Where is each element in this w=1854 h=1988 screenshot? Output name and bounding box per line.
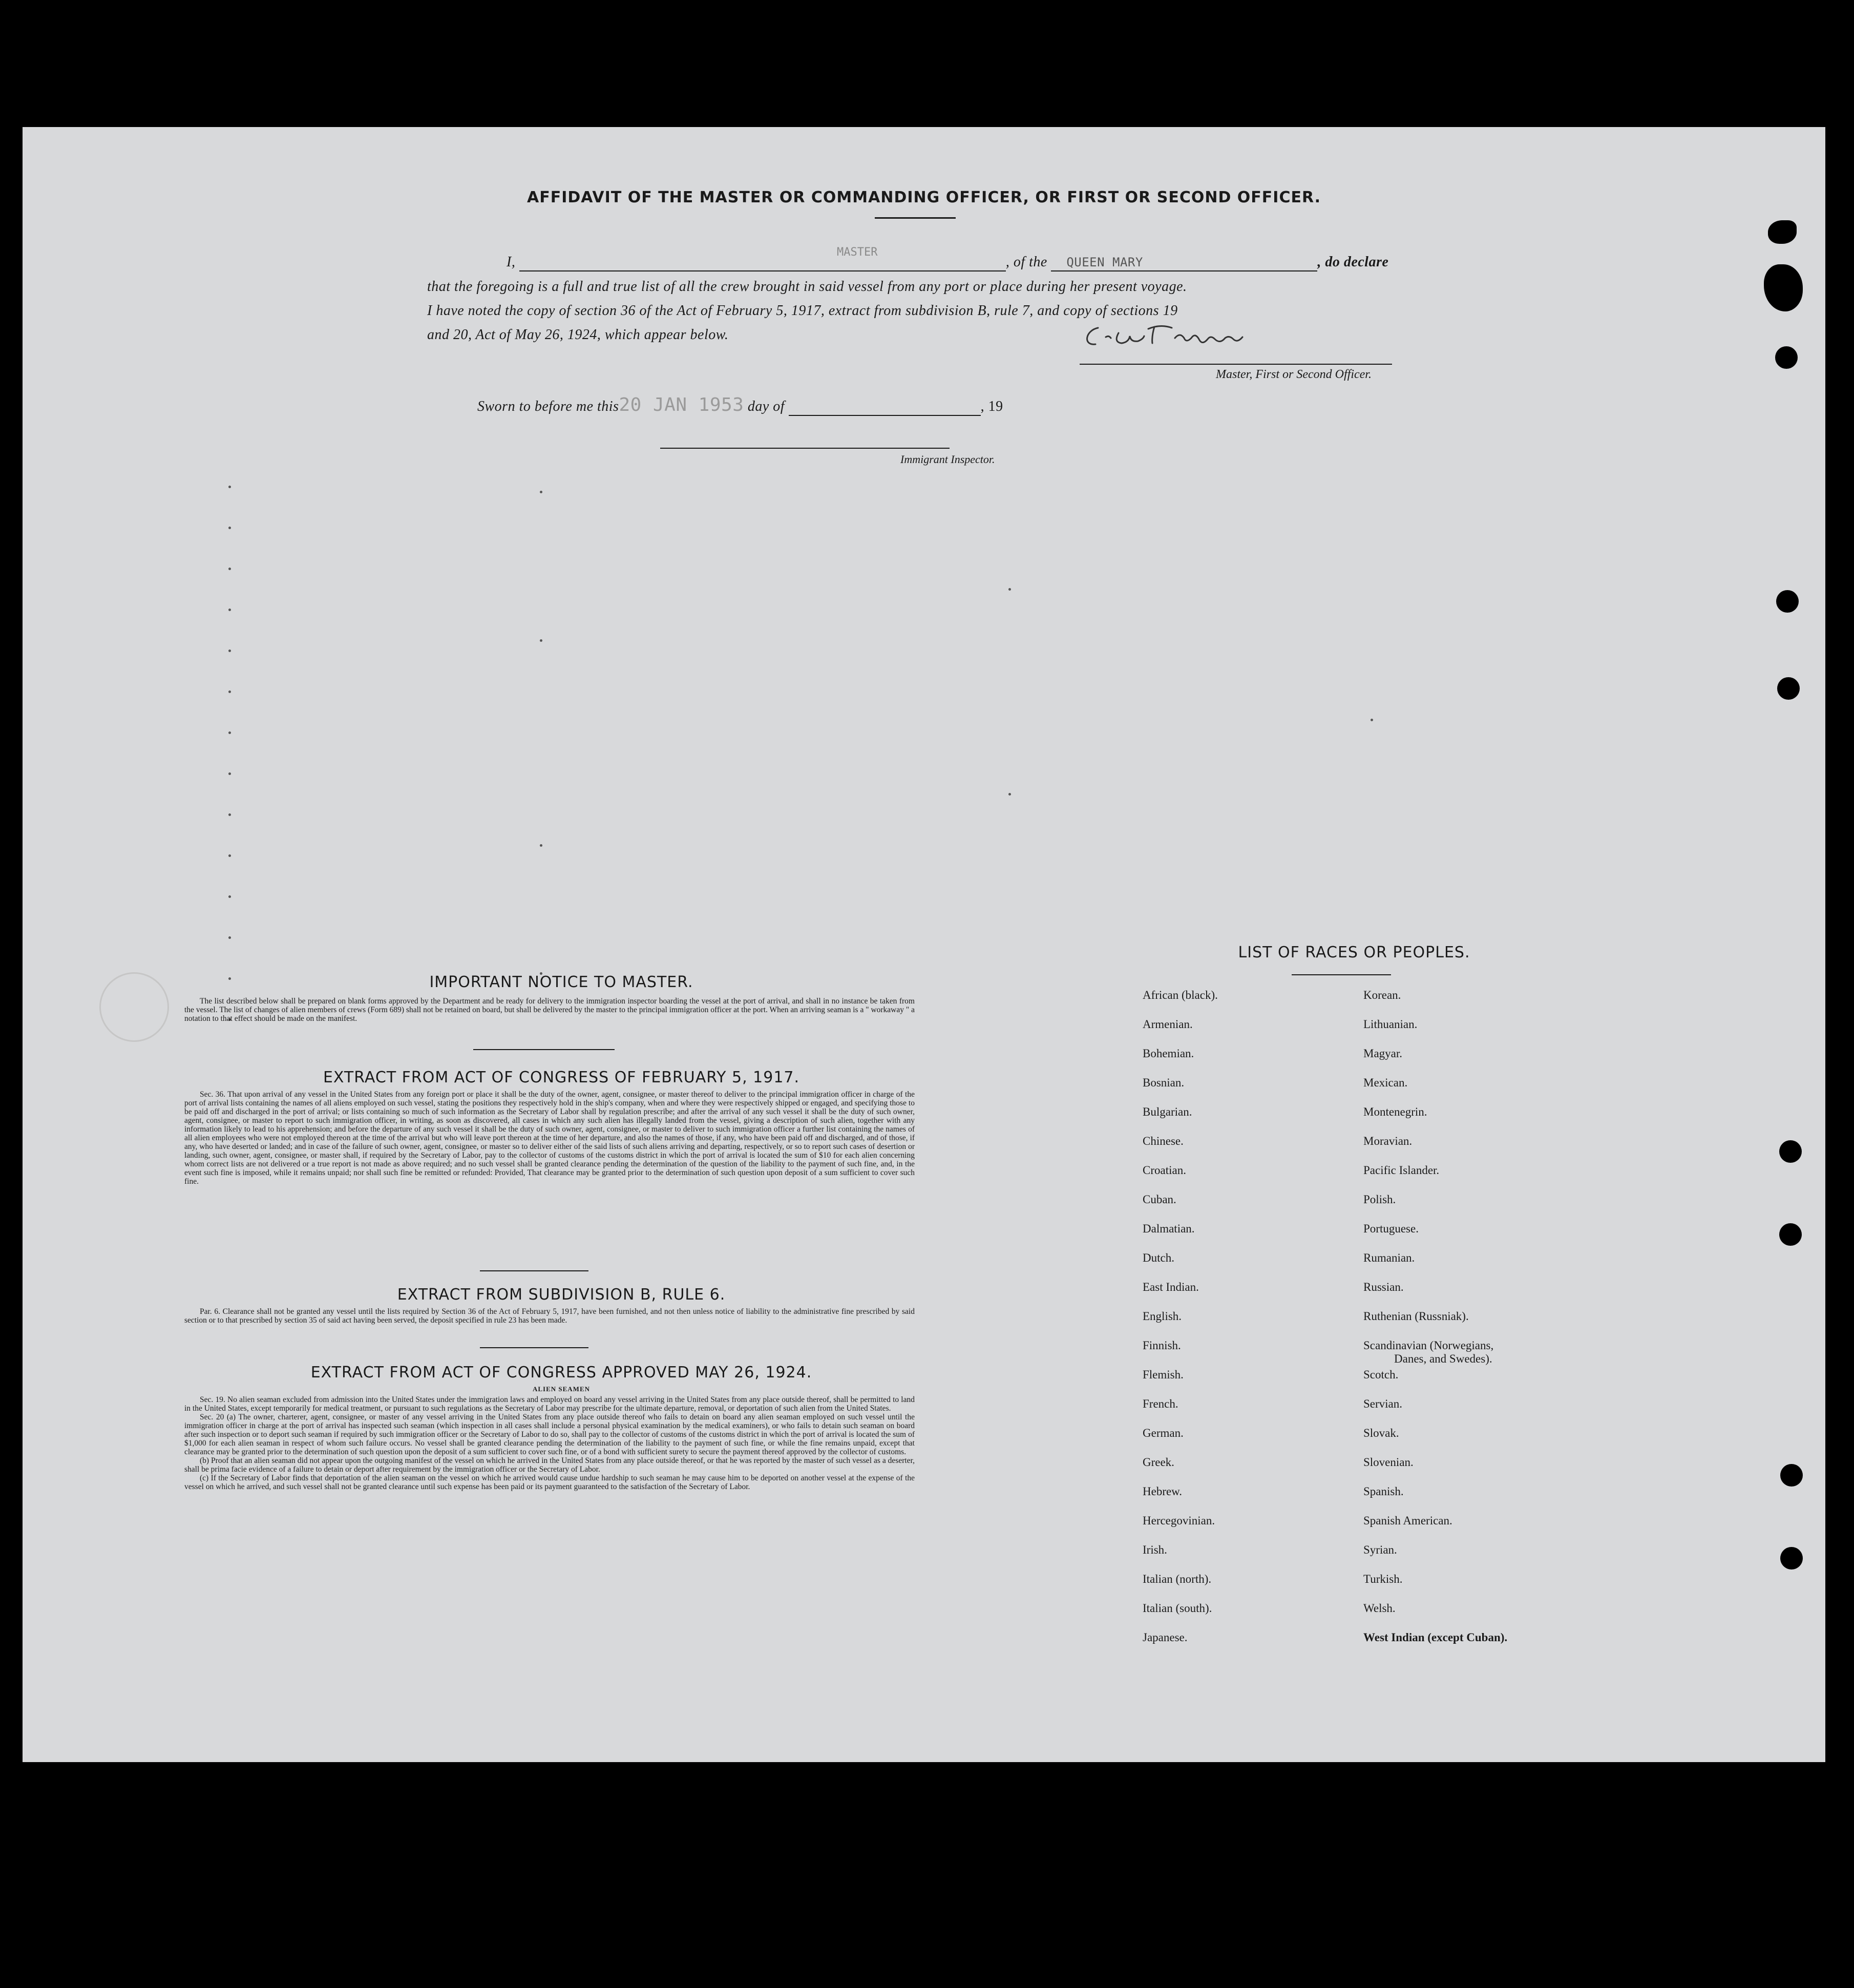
rule6-rule — [480, 1347, 588, 1348]
form-page — [23, 127, 1825, 1762]
affidavit-title: AFFIDAVIT OF THE MASTER OR COMMANDING OFFICER, OR FIRST OR SECOND OFFICER. — [526, 189, 1321, 206]
race-item: English. — [1143, 1310, 1182, 1323]
race-item: Hebrew. — [1143, 1485, 1183, 1498]
ledger-dot — [228, 854, 231, 857]
race-item: Servian. — [1363, 1397, 1403, 1410]
of-the-label: , of the — [1005, 254, 1047, 270]
day-of-label: day of — [747, 399, 785, 414]
month-field — [789, 399, 981, 416]
ledger-dot — [228, 650, 231, 652]
ledger-dot — [540, 491, 542, 493]
race-item: Bulgarian. — [1143, 1105, 1192, 1118]
races-left-column — [1143, 989, 1347, 1808]
rule6-body: Par. 6. Clearance shall not be granted any vessel until the lists required by Section 36 of the Act of February 5, 1917, have been furnished, and not then unless notice of liability to the administrative fine prescribed by said section or to that prescribed by section 35 of said act having been served, the deposit specified in rule 23 has been made. — [184, 1307, 915, 1325]
race-item: French. — [1143, 1397, 1178, 1410]
ledger-dot — [228, 690, 231, 693]
signature-line — [1080, 364, 1392, 365]
race-item: Hercegovinian. — [1143, 1514, 1215, 1527]
race-item: Welsh. — [1363, 1602, 1396, 1615]
race-item: Italian (north). — [1143, 1573, 1212, 1585]
notice-body: The list described below shall be prepared on blank forms approved by the Department and be ready for delivery to the immigration inspector boarding the vessel at the port of arrival, and shall in no instance be taken from the vessel. The list of changes of alien members of crews (Form 689) shall not be retained on board, but shall be delivered by the master to the principal immigration officer at the port. When an arriving seaman is a " workaway " a notation to that effect should be made on the manifest. — [184, 997, 915, 1023]
ledger-dot — [228, 772, 231, 775]
race-item: Spanish. — [1363, 1485, 1404, 1498]
race-item: Moravian. — [1363, 1135, 1413, 1147]
ledger-dot — [1008, 793, 1011, 796]
punch-hole — [1779, 1140, 1802, 1163]
race-item: Polish. — [1363, 1193, 1396, 1206]
year-prefix: , 19 — [980, 399, 1003, 414]
race-item: Syrian. — [1363, 1543, 1397, 1556]
punch-hole — [1777, 677, 1800, 700]
sec-20c-paragraph: (c) If the Secretary of Labor finds that deportation of the alien seaman on the vessel on which he arrived would cause undue hardship to such seaman he may cause him to be deported on another vessel at the expense of the vessel on which he arrived, and such vessel shall not be granted clearance until such expense has been paid or its payment guaranteed to the satisfaction of the Secretary of Labor. — [184, 1474, 915, 1491]
race-item: Korean. — [1363, 989, 1401, 1001]
extract-1924-body — [184, 1395, 915, 1491]
vessel-value: QUEEN MARY — [1066, 255, 1143, 269]
extract-1917-rule — [480, 1270, 588, 1271]
extract-1917-body: Sec. 36. That upon arrival of any vessel in the United States from any foreign port or place it shall be the duty of the owner, agent, consignee, or master thereof to deliver to the principal immigration officer in charge of the port of arrival lists containing the names of all aliens employed on such vessel, stating the positions they respectively hold in the ship's company, when and where they were respectively shipped or engaged, and specifying those to be paid off and discharged in the port of arrival; or lists containing so much of such information as the Secretary of Labor shall by regulation prescribe; and after the arrival of any such vessel it shall be the duty of such owner, agent, consignee, or master to report to such immigration officer, in writing, as soon as discovered, all cases in which any such alien has illegally landed from the vessel, giving a description of such alien, together with any information likely to lead to his apprehension; and before the departure of any such vessel it shall be the duty of such owner, agent, consignee, or master to deliver to such immigration officer a further list containing the names of all alien employees who were not employed thereon at the time of the arrival but who will leave port thereon at the time of her departure, and also the names of those, if any, who have been paid off and discharged, and of those, if any, who have deserted or landed; and in case of the failure of such owner, agent, consignee, or master so to deliver either of the said lists of such aliens arriving and departing, respectively, or so to report such cases of desertion or landing, such owner, agent, consignee, or master shall, if required by the Secretary of Labor, pay to the collector of customs of the customs district in which the port of arrival is located the sum of $10 for each alien concerning whom correct lists are not delivered or a true report is not made as above required; and no such vessel shall be granted clearance pending the determination of the question of the liability to the payment of such fine, and, in the event such fine is imposed, while it remains unpaid; nor shall such fine be remitted or refunded: Provided, That clearance may be granted prior to the determination of such question upon deposit of a sum sufficient to cover such fine. — [184, 1090, 915, 1186]
extract-1924-title: EXTRACT FROM ACT OF CONGRESS APPROVED MAY 26, 1924. — [310, 1364, 812, 1382]
race-item: African (black). — [1143, 989, 1218, 1001]
signature-caption: Master, First or Second Officer. — [1216, 368, 1372, 381]
race-item: Croatian. — [1143, 1164, 1186, 1177]
sec-19-paragraph: Sec. 19. No alien seaman excluded from admission into the United States under the immigration laws and employed on board any vessel arriving in the United States from any place outside thereof, shall be permitted to land in the United States, except temporarily for medical treatment, or pursuant to such regulations as the Secretary of Labor may prescribe for the ultimate departure, removal, or deportation of such alien from the United States. — [184, 1395, 915, 1413]
sworn-label: Sworn to before me this — [477, 399, 619, 414]
punch-hole — [1780, 1464, 1803, 1487]
ledger-dot — [228, 731, 231, 734]
race-item: Montenegrin. — [1363, 1105, 1427, 1118]
declaration-line-1 — [507, 254, 1454, 271]
ledger-dot — [228, 813, 231, 816]
do-declare-label: , do declare — [1317, 254, 1389, 270]
inspector-caption: Immigrant Inspector. — [900, 453, 995, 466]
race-item: Greek. — [1143, 1456, 1174, 1469]
ledger-dot — [1008, 588, 1011, 591]
race-item: Pacific Islander. — [1363, 1164, 1440, 1177]
ledger-dot — [228, 609, 231, 611]
sec-20a-paragraph: Sec. 20 (a) The owner, charterer, agent, consignee, or master of any vessel arriving in the United States from any place outside thereof who fails to detain on board any alien seaman employed on such vessel until the immigration officer in charge at the port of arrival has inspected such seaman (which inspection in all cases shall include a personal physical examination by the medical examiners), or who fails to detain such seaman on board after such inspection or to deport such seaman if required by such immigration officer or the Secretary of Labor to do so, shall pay to the collector of customs of the customs district in which the port of arrival is located the sum of $1,000 for each alien seaman in respect of whom such failure occurs. No vessel shall be granted clearance pending the determination of the liability to the payment of such fine, or while the fine remains unpaid, except that clearance may be granted prior to the determination of such question upon the deposit of a sum sufficient to cover such fine, or of a bond with sufficient surety to secure the payment thereof approved by the collector of customs. — [184, 1413, 915, 1456]
notice-rule — [473, 1049, 615, 1050]
race-item: Turkish. — [1363, 1573, 1403, 1585]
declaration-line-2: that the foregoing is a full and true list of all the crew brought in said vessel from any port or place during her present voyage. — [427, 279, 1187, 295]
sworn-line — [477, 394, 1003, 416]
torn-corner — [1768, 220, 1797, 244]
punch-hole — [1775, 346, 1798, 369]
race-item: Japanese. — [1143, 1631, 1188, 1644]
race-item: Scotch. — [1363, 1368, 1399, 1381]
race-item: East Indian. — [1143, 1281, 1199, 1293]
declaration-line-4: and 20, Act of May 26, 1924, which appear below. — [427, 327, 729, 343]
race-item: Danes, and Swedes). — [1394, 1352, 1492, 1365]
ledger-dot — [540, 639, 542, 642]
race-item: Slovenian. — [1363, 1456, 1414, 1469]
races-title: LIST OF RACES OR PEOPLES. — [1238, 944, 1470, 961]
declaration-line-3: I have noted the copy of section 36 of the Act of February 5, 1917, extract from subdivision B, rule 7, and copy of sections 19 — [427, 303, 1178, 319]
race-item: Dutch. — [1143, 1251, 1174, 1264]
race-item: Scandinavian (Norwegians, — [1363, 1339, 1494, 1352]
sworn-date-stamp: 20 JAN 1953 — [619, 394, 744, 415]
sec-20b-paragraph: (b) Proof that an alien seaman did not appear upon the outgoing manifest of the vessel on which he arrived in the United States from any place outside thereof, or that he was reported by the master of such vessel as a deserter, shall be prima facie evidence of a failure to detain or deport after requirement by the immigration officer or the Secretary of Labor. — [184, 1456, 915, 1474]
race-item: Mexican. — [1363, 1076, 1408, 1089]
race-item: Cuban. — [1143, 1193, 1176, 1206]
race-item: Magyar. — [1363, 1047, 1403, 1060]
punch-hole — [1780, 1547, 1803, 1570]
capacity-stamp: MASTER — [837, 246, 878, 259]
race-item: Russian. — [1363, 1281, 1404, 1293]
race-item: Rumanian. — [1363, 1251, 1415, 1264]
inspector-line — [660, 448, 950, 449]
notice-title: IMPORTANT NOTICE TO MASTER. — [429, 973, 693, 991]
race-item: Italian (south). — [1143, 1602, 1212, 1615]
race-item: Lithuanian. — [1363, 1018, 1418, 1031]
race-item: German. — [1143, 1427, 1184, 1439]
ledger-dot — [228, 895, 231, 898]
race-item: Spanish American. — [1363, 1514, 1452, 1527]
i-label: I, — [507, 254, 516, 270]
race-item: Irish. — [1143, 1543, 1167, 1556]
race-item: Portuguese. — [1363, 1222, 1419, 1235]
ledger-dot — [540, 844, 542, 847]
vessel-field — [1051, 254, 1317, 271]
officer-name-field — [519, 254, 1006, 271]
race-item: Flemish. — [1143, 1368, 1184, 1381]
race-item: Dalmatian. — [1143, 1222, 1195, 1235]
ledger-dot — [228, 568, 231, 570]
signature — [1078, 318, 1293, 357]
ledger-dot — [1371, 719, 1373, 721]
title-rule — [875, 217, 956, 219]
race-item: Bohemian. — [1143, 1047, 1194, 1060]
race-item: West Indian (except Cuban). — [1363, 1631, 1508, 1644]
extract-1917-title: EXTRACT FROM ACT OF CONGRESS OF FEBRUARY 5, 1917. — [323, 1069, 800, 1086]
faint-stamp — [99, 972, 169, 1042]
rule6-title: EXTRACT FROM SUBDIVISION B, RULE 6. — [397, 1286, 726, 1304]
ledger-dot — [228, 527, 231, 529]
ledger-dot — [228, 486, 231, 488]
race-item: Chinese. — [1143, 1135, 1184, 1147]
race-item: Ruthenian (Russniak). — [1363, 1310, 1469, 1323]
race-item: Bosnian. — [1143, 1076, 1185, 1089]
ledger-dot — [228, 936, 231, 939]
race-item: Finnish. — [1143, 1339, 1181, 1352]
punch-hole — [1776, 590, 1799, 613]
races-rule — [1292, 974, 1391, 975]
races-right-column — [1363, 989, 1609, 1808]
race-item: Slovak. — [1363, 1427, 1399, 1439]
race-item: Armenian. — [1143, 1018, 1193, 1031]
punch-hole — [1779, 1223, 1802, 1246]
extract-1924-subtitle: ALIEN SEAMEN — [532, 1385, 591, 1393]
